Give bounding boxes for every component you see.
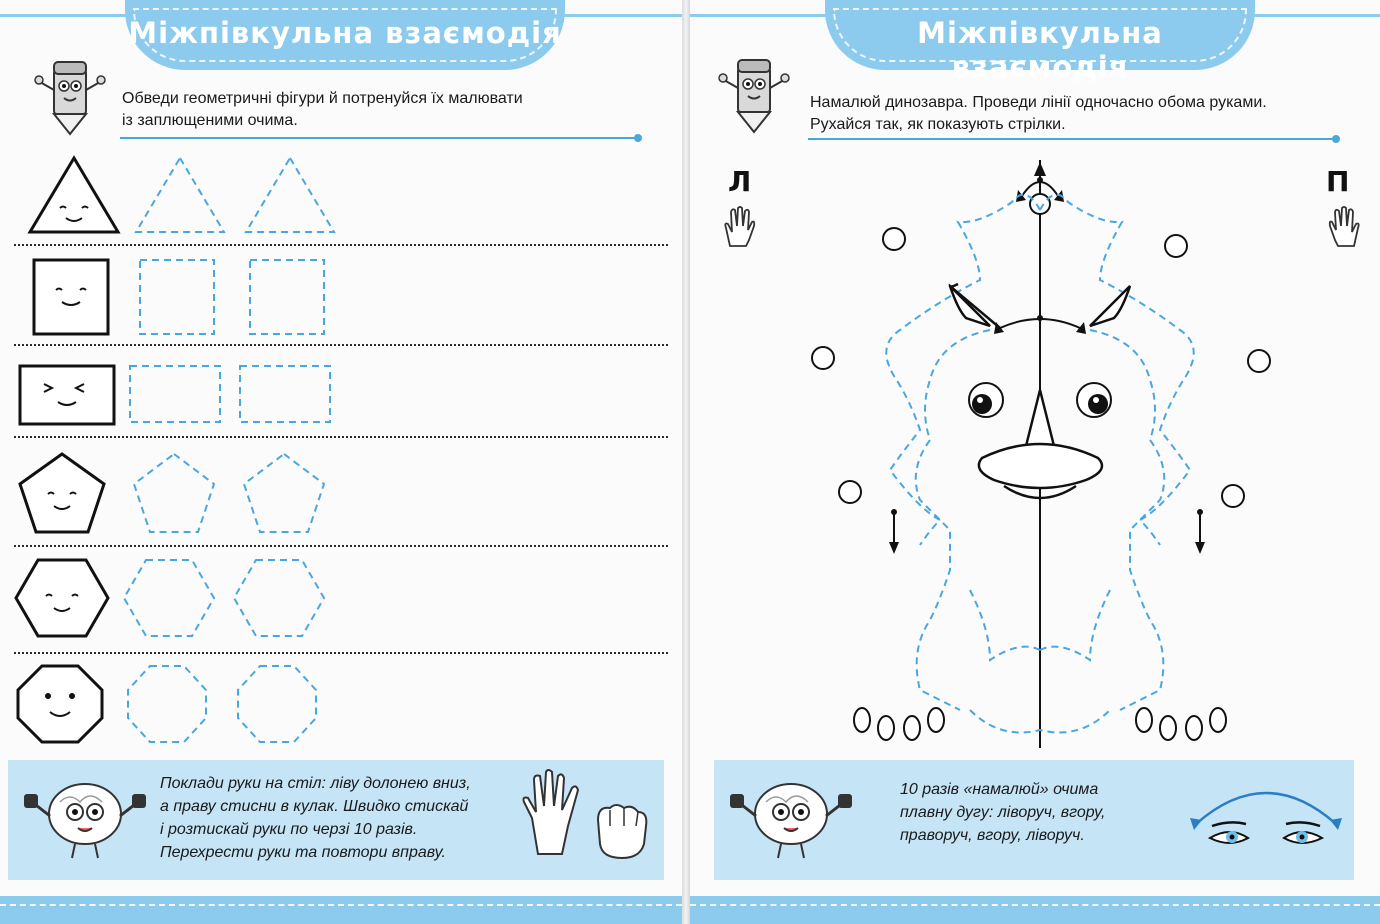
left-page <box>0 0 682 924</box>
rectangle-dashed[interactable] <box>130 366 220 422</box>
instruction-text: Обведи геометричні фігури й потренуйся їх малювати із заплющеними очима. <box>122 90 523 129</box>
square-shape-row <box>0 256 682 336</box>
top-decor-line <box>1250 14 1380 17</box>
instruction-text: Намалюй динозавра. Проведи лінії одночасно обома руками. Рухайся так, як показують стрілки. <box>810 94 1267 133</box>
page-title: Міжпівкульна взаємодія <box>917 16 1163 84</box>
bottom-band <box>0 896 682 924</box>
underline-dot <box>1332 135 1340 143</box>
fist-icon <box>592 800 652 862</box>
square-dashed[interactable] <box>250 260 324 334</box>
row-separator <box>14 652 668 654</box>
tip-text: Поклади руки на стіл: ліву долонею вниз, а праву стисни в кулак. Швидко стискай і розтискай руки по черзі 10 разів. Перехрести руки та повтори вправу. <box>160 775 471 861</box>
rectangle-dashed[interactable] <box>240 366 330 422</box>
underline-dot <box>634 134 642 142</box>
pentagon-shape-row <box>0 450 682 540</box>
triangle-solid <box>30 158 118 232</box>
pencil-mascot-icon <box>30 56 110 136</box>
title-banner <box>125 0 565 70</box>
top-decor-line <box>690 14 840 17</box>
right-page <box>690 0 1380 924</box>
triangle-dashed[interactable] <box>246 158 334 232</box>
brain-mascot-icon <box>726 772 856 862</box>
octagon-shape-row <box>0 662 682 747</box>
rectangle-solid <box>20 366 114 424</box>
instruction-underline <box>808 138 1338 140</box>
top-decor-line <box>0 14 130 17</box>
pentagon-dashed[interactable] <box>134 454 214 532</box>
pencil-mascot-icon <box>714 54 794 134</box>
row-separator <box>14 344 668 346</box>
instruction-underline <box>120 137 640 139</box>
octagon-solid <box>18 666 102 742</box>
triangle-dashed[interactable] <box>136 158 224 232</box>
rectangle-shape-row <box>0 362 682 432</box>
raised-hand-icon <box>1328 206 1362 248</box>
bottom-band <box>690 896 1380 924</box>
page-title: Міжпівкульна взаємодія <box>128 16 562 50</box>
top-decor-line <box>560 14 682 17</box>
hexagon-shape-row <box>0 556 682 646</box>
hexagon-dashed[interactable] <box>234 560 324 636</box>
book-spine <box>682 0 690 924</box>
row-separator <box>14 545 668 547</box>
open-palm-icon <box>518 768 588 858</box>
right-hand-label: П <box>1326 165 1350 198</box>
hexagon-dashed[interactable] <box>124 560 214 636</box>
pentagon-dashed[interactable] <box>244 454 324 532</box>
raised-hand-icon <box>722 206 756 248</box>
hexagon-solid <box>16 560 108 636</box>
brain-mascot-icon <box>20 772 150 862</box>
triangle-shape-row <box>0 150 682 240</box>
square-dashed[interactable] <box>140 260 214 334</box>
left-hand-label: Л <box>728 165 752 198</box>
pentagon-solid <box>20 454 104 532</box>
title-banner <box>825 0 1255 84</box>
square-solid <box>34 260 108 334</box>
eyes-arc-icon <box>1186 776 1346 860</box>
octagon-dashed[interactable] <box>238 666 316 742</box>
octagon-dashed[interactable] <box>128 666 206 742</box>
dinosaur-tracing-icon[interactable] <box>790 150 1290 750</box>
row-separator <box>14 436 668 438</box>
tip-text: 10 разів «намалюй» очима плавну дугу: ліворуч, вгору, праворуч, вгору, ліворуч. <box>900 781 1106 844</box>
row-separator <box>14 244 668 246</box>
